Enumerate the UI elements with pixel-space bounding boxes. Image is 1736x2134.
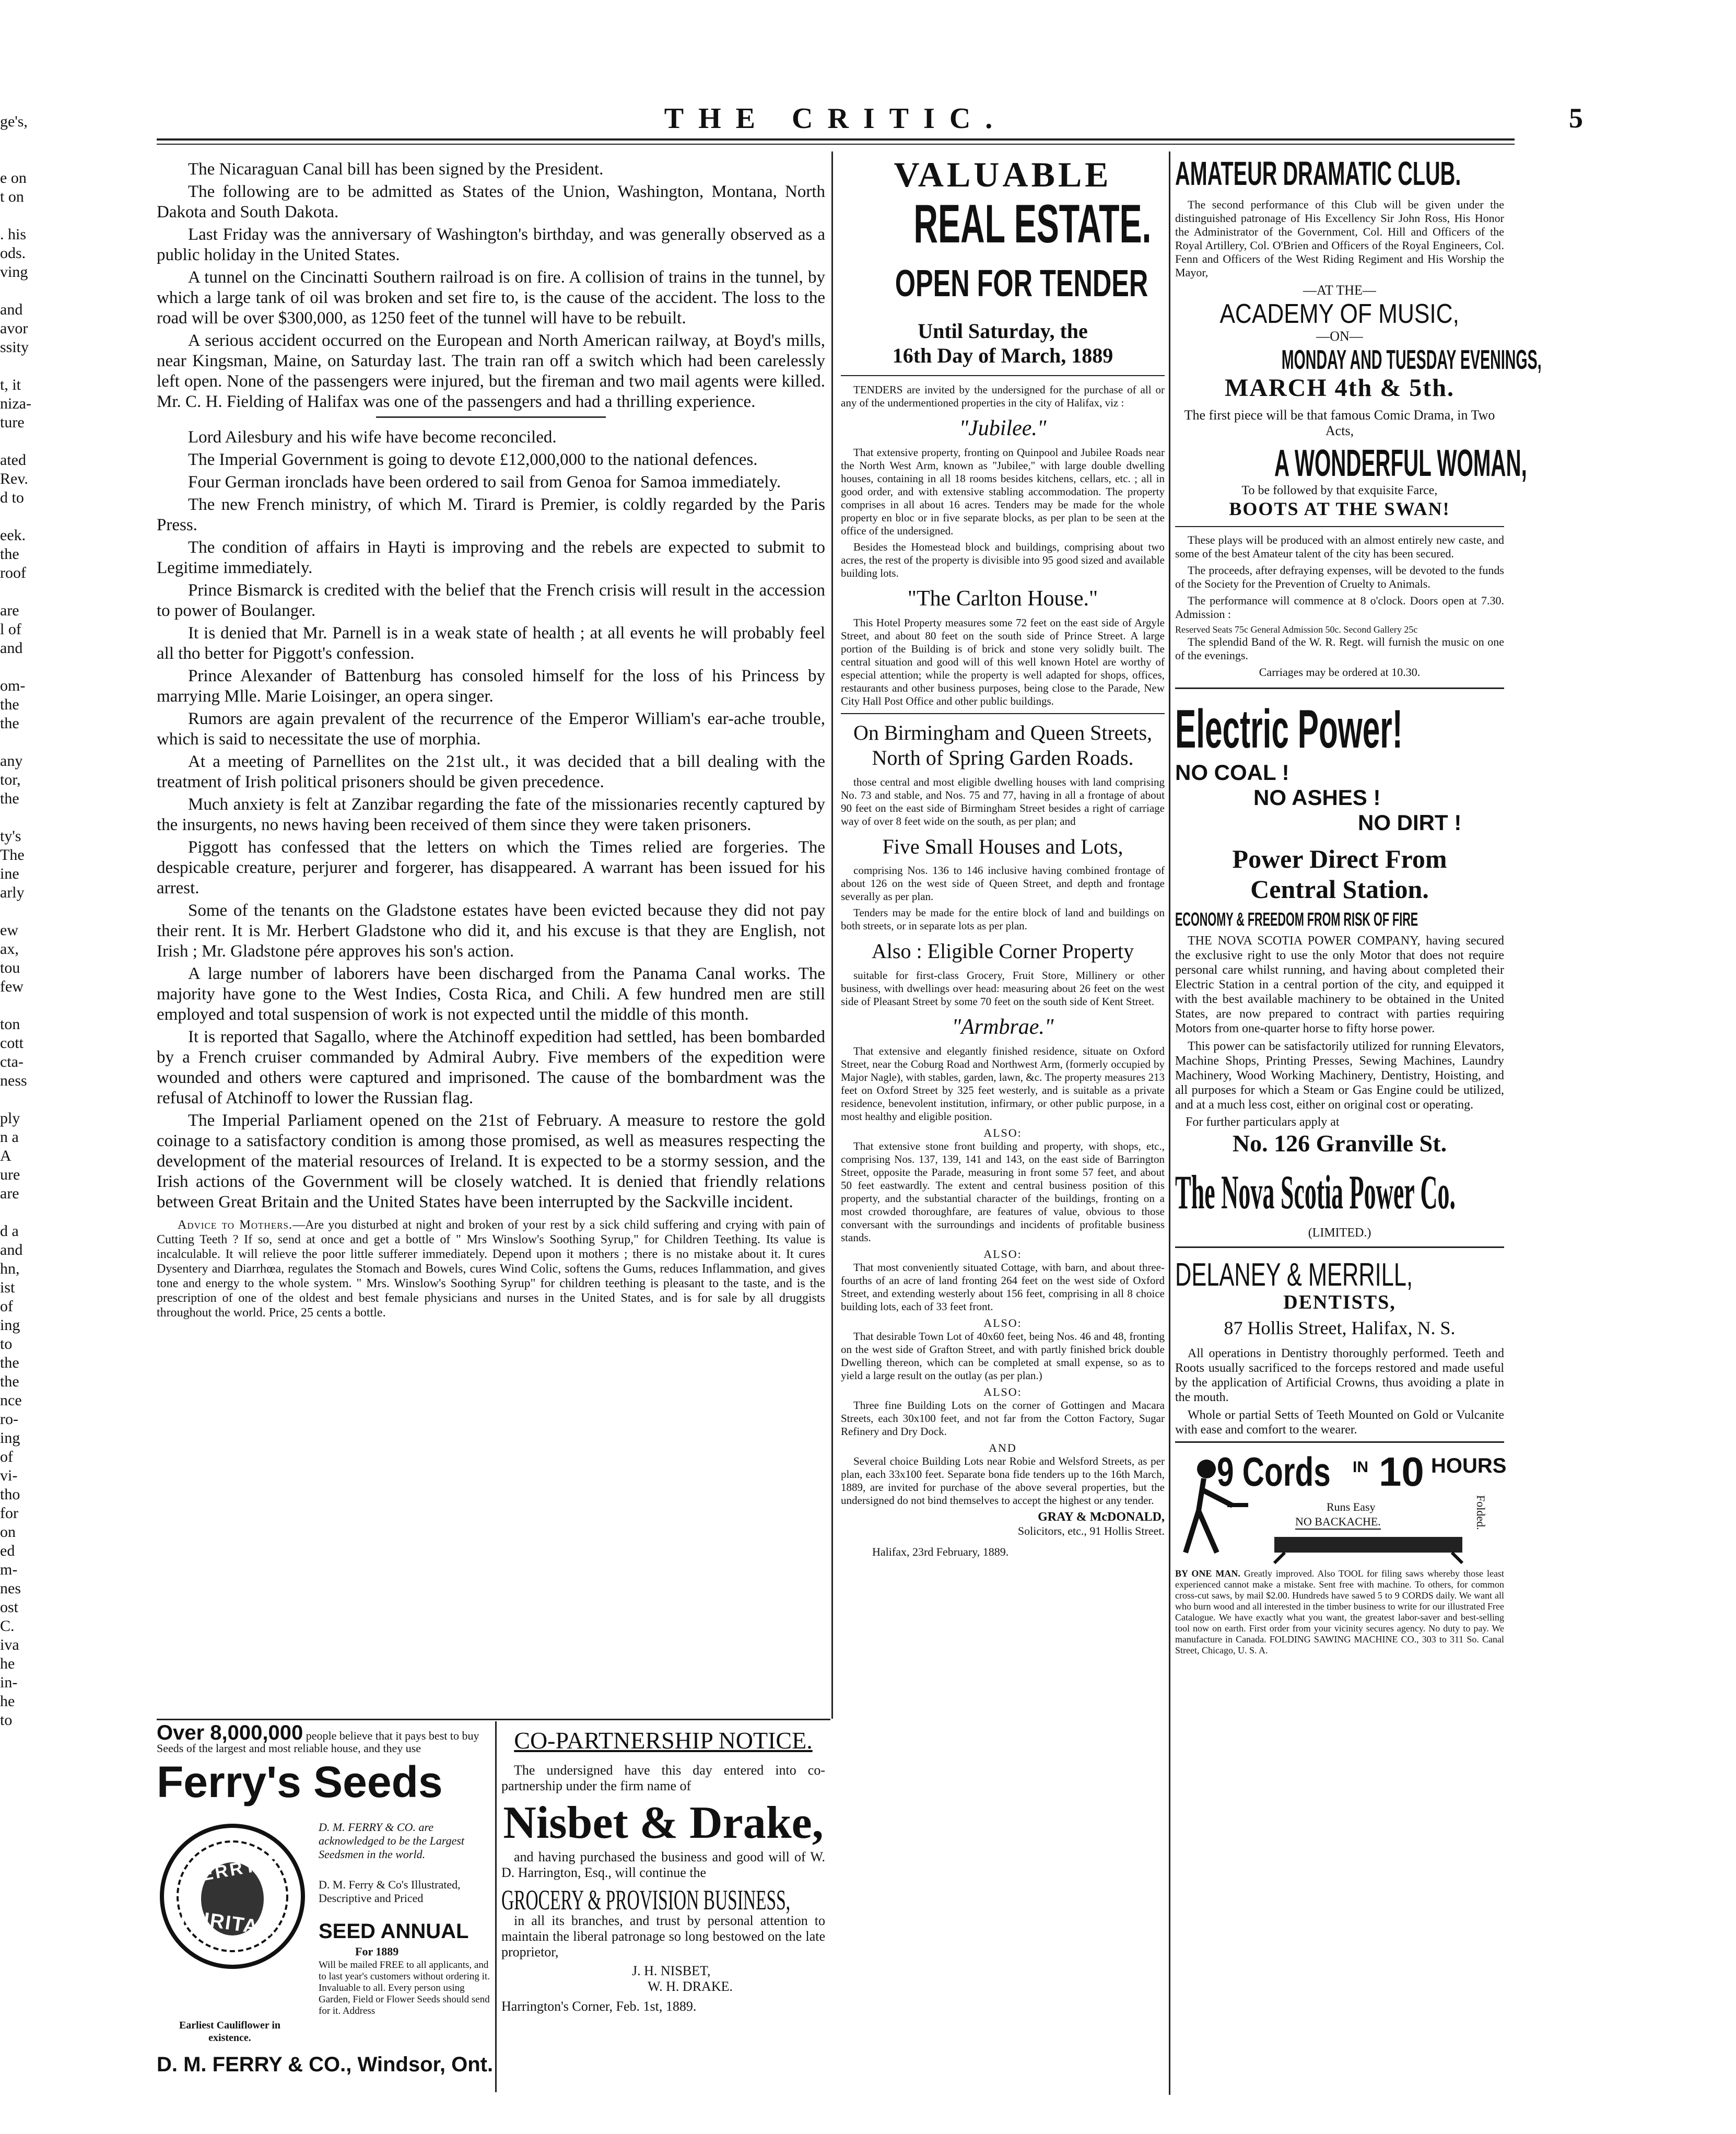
fragment-line: A	[0, 1147, 11, 1164]
fragment-line: Rev.	[0, 470, 28, 487]
masthead-rule	[157, 138, 1515, 141]
signature-nisbet: J. H. NISBET,	[632, 1963, 711, 1978]
fragment-line	[0, 282, 47, 300]
fragment-line: of	[0, 1298, 13, 1315]
copartnership-body: and having purchased the business and good will of W. D. Harrington, Esq., will continue the	[501, 1849, 825, 1880]
fragment-line	[0, 432, 47, 451]
birmingham-heading: On Birmingham and Queen Streets, North of Spring Garden Roads.	[853, 721, 1153, 769]
dramatic-club-title: AMATEUR DRAMATIC CLUB.	[1175, 155, 1461, 192]
news-paragraph: Piggott has confessed that the letters on which the Times relied are forgeries. The despicable creature, perjurer and forgerer, has disappeared. A warrant has been issued for his arrest.	[157, 838, 825, 897]
news-paragraph: It is reported that Sagallo, where the Atchinoff expedition had settled, has been bombarded by a French cruiser commanded by Admiral Aubry. Five members of the expedition were wounded and others were captured and imprisoned. The cause of the bombardment was the refusal of Atchinoff to lower the Russian flag.	[157, 1028, 825, 1107]
fragment-line: ness	[0, 1072, 27, 1089]
advice-to-mothers: Advice to Mothers.—Are you disturbed at night and broken of your rest by a sick child suffering and crying with pain of Cutting Teeth ? If so, send at once and get a bottle of " Mrs Winslow's Soothing Syrup," for Children Teething. Its value is incalculable. It will relieve the poor little sufferer immediately. Depend upon it mothers ; there is no mistake about it. It cures Dysentery and Diarrhœa, regulates the Stomach and Bowels, cures Wind Colic, softens the Gums, reduces Inflammation, and gives tone and energy to the whole system. " Mrs. Winslow's Soothing Syrup" for children teething is pleasant to the taste, and is the prescription of one of the oldest and best female physicians and nurses in the United States, and is for sale by all druggists throughout the world. Price, 25 cents a bottle.	[157, 1218, 825, 1320]
first-piece: The first piece will be that famous Comic Drama, in Two Acts,	[1184, 407, 1495, 438]
dateline: Halifax, 23rd February, 1889.	[872, 1545, 1009, 1558]
fragment-line: on	[0, 1523, 16, 1541]
cords-hours-number: 10	[1379, 1449, 1424, 1495]
news-paragraph: The following are to be admitted as States of the Union, Washington, Montana, North Dakota and South Dakota.	[157, 182, 825, 221]
fragment-line: he	[0, 1693, 15, 1710]
also-label: ALSO:	[983, 1247, 1022, 1261]
fragment-line: e on	[0, 169, 27, 186]
seed-annual: SEED ANNUAL	[319, 1920, 469, 1943]
also-label: ALSO:	[983, 1316, 1022, 1330]
dentists-name: DELANEY & MERRILL,	[1175, 1257, 1413, 1293]
fragment-line: tor,	[0, 771, 21, 788]
news-paragraph: A serious accident occurred on the European and North American railway, at Boyd's mills, near Kingsman, Maine, on Saturday last. The train ran off a switch which had been carelessly left open. None of the passengers were injured, but the fireman and two mail agents were killed. Mr. C. H. Fielding of Halifax was one of the passengers and had a thrilling experience.	[157, 331, 825, 411]
power-company: The Nova Scotia Power Co.	[1175, 1165, 1456, 1219]
fragment-line: the	[0, 696, 19, 713]
fragment-line: ing	[0, 1429, 20, 1447]
followed-by: To be followed by that exquisite Farce,	[1241, 484, 1438, 497]
evenings: MONDAY AND TUESDAY EVENINGS,	[1281, 345, 1542, 375]
news-paragraph: The Imperial Parliament opened on the 21st of February. A measure to restore the gold coinage to a satisfactory condition is among those promised, as well as measures respecting the development of the material resources of Ireland. It is expected to be a stormy session, and the Irish actions of the Government will be closely watched. It is denied that friendly relations between Great Britain and the United States have been interrupted by the Sackville incident.	[157, 1111, 825, 1211]
fragment-line: the	[0, 790, 19, 807]
fragment-line: roof	[0, 564, 26, 581]
corner-text: suitable for first-class Grocery, Fruit Store, Millinery or other business, with dwellings over head: measuring about 26 feet on the west side of Pleasant Street by some 70 feet on the south side of Kent Street.	[841, 969, 1165, 1008]
fragment-line: C.	[0, 1617, 15, 1635]
also-text-4: Three fine Building Lots on the corner of Gottingen and Macara Streets, each 30x100 feet, and not far from the Cotton Factory, Sugar Refinery and Dry Dock.	[841, 1399, 1165, 1438]
page-number: 5	[1569, 102, 1583, 134]
fragment-line: m-	[0, 1561, 18, 1578]
copartnership-notice	[501, 1727, 825, 2087]
copartnership-intro: The undersigned have this day entered into co-partnership under the firm name of	[501, 1763, 825, 1793]
news-paragraph: It is denied that Mr. Parnell is in a weak state of health ; at all events he will probably feel all tho better for Piggott's confession.	[157, 624, 825, 663]
fragment-line: to	[0, 1711, 13, 1729]
ferry-seal-icon	[157, 1821, 308, 1972]
ferry-earliest: Earliest Cauliflower in existence.	[179, 2020, 281, 2044]
five-houses-heading: Five Small Houses and Lots,	[882, 835, 1123, 858]
signature: GRAY & McDONALD,	[1038, 1510, 1165, 1524]
no-coal: NO COAL !	[1175, 760, 1289, 785]
electric-power-title: Electric Power!	[1175, 699, 1403, 760]
news-paragraph: A tunnel on the Cincinatti Southern railroad is on fire. A collision of trains in the tunnel, by which a large tank of oil was broken and set fire to, is the cause of the accident. The loss to the road will be over $300,000, as 1250 feet of the tunnel will have to be rebuilt.	[157, 268, 825, 328]
fragment-line: ure	[0, 1166, 20, 1183]
seal-text-bottom: PURITAN	[179, 1905, 276, 1941]
ferry-seeds-ad	[157, 1721, 494, 2087]
fragment-line: n a	[0, 1128, 19, 1146]
armbrae-text: That extensive and elegantly finished residence, situate on Oxford Street, near the Coburg Road and Northwest Arm, (formerly occupied by Major Nagle), with stables, garden, lawn, &c. The property measures 213 feet on Oxford Street by 325 feet westerly, and is suitable as a private residence, benevolent institution, infirmary, or other public purpose, in a most healthy and eligible position.	[841, 1045, 1165, 1123]
right-column	[1175, 154, 1542, 1659]
ferry-year: For 1889	[355, 1945, 399, 1958]
news-column	[157, 159, 825, 1322]
carriages: Carriages may be ordered at 10.30.	[1259, 666, 1421, 679]
ferry-catalog: D. M. Ferry & Co's Illustrated, Descriptive and Priced	[319, 1878, 461, 1905]
fragment-line: t, it	[0, 376, 21, 393]
electric-body-2: This power can be satisfactorily utilized for running Elevators, Machine Shops, Printing Presses, Sewing Machines, Laundry Machinery, Wood Working Machinery, Dentistry, Hoisting, and all purposes for which a Steam or Gas Engine could be utilized, and at a much less cost, either on original cost or operating.	[1175, 1040, 1504, 1112]
further-particulars: For further particulars apply at	[1186, 1115, 1340, 1129]
fragment-line: ods.	[0, 244, 26, 262]
five-houses-text: comprising Nos. 136 to 146 inclusive having combined frontage of about 126 on the west side of Queen Street, and depth and frontage severally as per plan.	[841, 864, 1165, 903]
fragment-line: ssity	[0, 339, 29, 356]
news-paragraph: Prince Bismarck is credited with the belief that the French crisis will result in the accession to power of Boulanger.	[157, 581, 825, 620]
column-divider	[1169, 151, 1170, 2095]
fragment-line: nes	[0, 1580, 21, 1597]
dramatic-intro: The second performance of this Club will be given under the distinguished patronage of His Excellency Sir John Ross, His Honor the Administrator of the Government, Col. Hill and Officers of the Royal Artillery, Col. O'Brien and Officers of the Royal Engineers, Col. Fenn and Officers of the West Riding Regiment and His Worship the Mayor,	[1175, 198, 1504, 279]
copartnership-body-2: in all its branches, and trust by personal attention to maintain the liberal patronage so long bestowed on the late proprietor,	[501, 1913, 825, 1960]
fragment-line: the	[0, 545, 19, 563]
fragment-line: ply	[0, 1110, 20, 1127]
news-paragraph: Prince Alexander of Battenburg has consoled himself for the loss of his Princess by marrying Mlle. Marie Loisinger, an opera singer.	[157, 667, 825, 706]
ferry-title: Ferry's Seeds	[157, 1757, 443, 1806]
fragment-line	[0, 808, 47, 827]
until-date: 16th Day of March, 1889	[892, 344, 1113, 367]
news-paragraph: A large number of laborers have been discharged from the Panama Canal works. The majority have gone to the West Indies, Costa Rica, and Chili. A few hundred men are still employed and total suspension of work is not expected until the middle of this month.	[157, 964, 825, 1024]
real-estate-ad	[841, 154, 1165, 1559]
fragment-line: ton	[0, 1016, 20, 1033]
also-text-2: That most conveniently situated Cottage, with barn, and about three-fourths of an acre of land fronting 264 feet on the west side of Oxford Street, and extending westerly about 156 feet, comprising in all 8 choice building lots, each of 33 feet front.	[841, 1261, 1165, 1313]
fragment-line: ving	[0, 263, 28, 281]
fragment-line: to	[0, 1335, 13, 1352]
news-paragraph: The Imperial Government is going to devote £12,000,000 to the national defences.	[188, 450, 758, 469]
cords-in: IN	[1353, 1459, 1368, 1476]
ferry-mailed: Will be mailed FREE to all applicants, and to last year's customers without ordering it. Invaluable to all. Every person using Garden, Field or Flower Seeds should send for it. Address	[319, 1960, 490, 2016]
dramatic-times: The performance will commence at 8 o'clock. Doors open at 7.30. Admission :	[1175, 594, 1504, 621]
ferry-believe: people believe that it pays best to buy Seeds of the largest and most reliable house, and they use	[157, 1729, 479, 1755]
carlton-heading: "The Carlton House."	[907, 587, 1098, 611]
fragment-line: The	[0, 846, 25, 864]
fragment-line: d to	[0, 489, 24, 506]
venue: ACADEMY OF MUSIC,	[1219, 299, 1460, 329]
fragment-line	[0, 131, 47, 150]
fragment-line: arly	[0, 884, 25, 901]
ferry-body: D. M. FERRY & CO. are acknowledged to be the Largest Seedsmen in the world.	[319, 1821, 465, 1861]
tender-intro: TENDERS are invited by the undersigned for the purchase of all or any of the undermentioned properties in the city of Halifax, viz :	[841, 383, 1165, 409]
fragment-line: are	[0, 1185, 19, 1202]
news-paragraph: The condition of affairs in Hayti is improving and the rebels are expected to submit to Legitime immediately.	[157, 538, 825, 577]
sawyer-illustration	[1175, 1453, 1248, 1558]
runs-easy: Runs Easy	[1327, 1500, 1376, 1513]
fragment-line: ated	[0, 451, 26, 469]
dentists-address: 87 Hollis Street, Halifax, N. S.	[1224, 1317, 1456, 1338]
fragment-line: any	[0, 752, 23, 769]
copartnership-title: CO-PARTNERSHIP NOTICE.	[514, 1727, 813, 1754]
fragment-line: the	[0, 1354, 19, 1371]
dramatic-proceeds: The proceeds, after defraying expenses, will be devoted to the funds of the Society for the Prevention of Cruelty to Animals.	[1175, 564, 1504, 590]
fragment-line	[0, 1090, 47, 1109]
limited: (LIMITED.)	[1308, 1226, 1371, 1240]
and-text: Several choice Building Lots near Robie and Welsford Streets, as per plan, each 33x100 feet. Separate bona fide tenders up to the 16th March, 1889, are invited for purchase of the above several properties, but the undersigned do not bind themselves to accept the highest or any tender.	[841, 1455, 1165, 1507]
central-station: Central Station.	[1250, 874, 1429, 904]
fragment-line: t on	[0, 188, 24, 205]
sawing-machine-illustration	[1264, 1526, 1483, 1563]
news-paragraph: Rumors are again prevalent of the recurrence of the Emperor William's ear-ache trouble, which is said to necessitate the use of morphia.	[157, 709, 825, 749]
on-label: —ON—	[1316, 329, 1363, 344]
news-paragraph: The new French ministry, of which M. Tirard is Premier, is coldly regarded by the Paris Press.	[157, 495, 825, 534]
ad-title: VALUABLE	[894, 155, 1112, 194]
power-direct: Power Direct From	[1232, 844, 1447, 873]
performance-dates: MARCH 4th & 5th.	[1225, 374, 1455, 402]
signature-drake: W. H. DRAKE.	[648, 1979, 733, 1994]
economy-line: ECONOMY & FREEDOM FROM RISK OF FIRE	[1175, 908, 1418, 930]
no-dirt: NO DIRT !	[1358, 810, 1462, 835]
farce-title: BOOTS AT THE SWAN!	[1229, 498, 1450, 519]
masthead-rule-thin	[157, 144, 1515, 145]
ad-headline: REAL ESTATE.	[913, 194, 1152, 254]
fragment-line: he	[0, 1655, 15, 1672]
fragment-line: ost	[0, 1599, 19, 1616]
news-paragraph: Last Friday was the anniversary of Washington's birthday, and was generally observed as a public holiday in the United States.	[157, 225, 825, 264]
copartnership-dateline: Harrington's Corner, Feb. 1st, 1889.	[501, 1999, 697, 2014]
signature-address: Solicitors, etc., 91 Hollis Street.	[1017, 1524, 1165, 1537]
masthead-title: THE CRITIC.	[664, 102, 1007, 135]
fragment-line: ew	[0, 922, 18, 939]
corner-heading: Also : Eligible Corner Property	[871, 939, 1134, 963]
dentists-body-2: Whole or partial Setts of Teeth Mounted on Gold or Vulcanite with ease and comfort to the wearer.	[1175, 1408, 1504, 1437]
also-text-3: That desirable Town Lot of 40x60 feet, being Nos. 46 and 48, fronting on the west side of Grafton Street, and with partly finished brick double Dwelling thereon, which can be completed at small expense, so as to yield a large result on the outlay (as per plan.)	[841, 1330, 1165, 1382]
five-houses-text-2: Tenders may be made for the entire block of land and buildings on both streets, or in separate lots as per plan.	[841, 906, 1165, 932]
adjacent-page-fragments	[0, 112, 47, 1730]
fragment-line: the	[0, 1373, 19, 1390]
seal-text-top: FERRY'S	[186, 1852, 279, 1887]
fragment-line	[0, 150, 47, 169]
fragment-line: vi-	[0, 1467, 18, 1484]
fragment-line: om-	[0, 677, 26, 694]
fragment-line: are	[0, 602, 19, 619]
fragment-line	[0, 996, 47, 1015]
fragment-line: ist	[0, 1279, 15, 1296]
fragment-line: and	[0, 1241, 23, 1258]
jubilee-text-2: Besides the Homestead block and buildings, comprising about two acres, the rest of the property is divisible into 95 good sized and available building lots.	[841, 541, 1165, 579]
fragment-line: niza-	[0, 395, 31, 412]
fragment-line: ty's	[0, 827, 21, 845]
play-title: A WONDERFUL WOMAN,	[1274, 442, 1527, 484]
fragment-line: ing	[0, 1316, 20, 1334]
also-label: ALSO:	[983, 1126, 1022, 1139]
until-line: Until Saturday, the	[918, 319, 1088, 343]
fragment-line	[0, 733, 47, 752]
power-address: No. 126 Granville St.	[1232, 1130, 1447, 1157]
no-backache: NO BACKACHE.	[1295, 1515, 1381, 1530]
fragment-line: hn,	[0, 1260, 20, 1277]
column-divider	[831, 151, 833, 1719]
at-the: —AT THE—	[1303, 283, 1376, 298]
fragment-line	[0, 902, 47, 921]
fragment-line: iva	[0, 1636, 19, 1653]
fragment-line: in-	[0, 1674, 18, 1691]
and-label: AND	[989, 1441, 1017, 1454]
fragment-line	[0, 507, 47, 526]
fragment-line: of	[0, 1448, 13, 1465]
fragment-line: nce	[0, 1392, 22, 1409]
news-divider	[376, 416, 606, 418]
jubilee-heading: "Jubilee."	[959, 416, 1047, 440]
jubilee-text: That extensive property, fronting on Quinpool and Jubilee Roads near the North West Arm, known as "Jubilee," with large double dwelling houses, containing in all 18 rooms besides kitchens, cellars, etc. ; all in good order, and with extensive stabling accommodation. The property comprises in all about 16 acres. Tenders may be made for the whole property en bloc or in five separate blocks, as per plan to be seen at the office of the undersigned.	[841, 446, 1165, 537]
fragment-line	[0, 206, 47, 225]
armbrae-heading: "Armbrae."	[952, 1015, 1054, 1039]
cords-ad	[1175, 1448, 1507, 1568]
fragment-line: . his	[0, 226, 27, 243]
fragment-line: for	[0, 1505, 18, 1522]
fragment-line	[0, 658, 47, 677]
carlton-text: This Hotel Property measures some 72 feet on the east side of Argyle Street, and about 80 feet on the south side of Prince Street. A large portion of the Building is of brick and stone very solidly built. The central situation and good will of this well known Hotel are worthy of especial attention; while the property is well adapted for shops, offices, restaurants and other business purposes, being close to the Parade, New City Hall Post Office and other public buildings.	[841, 616, 1165, 707]
dramatic-body: These plays will be produced with an almost entirely new caste, and some of the best Amateur talent of the city has been secured.	[1175, 533, 1504, 560]
birmingham-text: those central and most eligible dwelling houses with land comprising No. 73 and stable, and Nos. 75 and 77, having in all a frontage of about 90 feet on the east side of Birmingham Street besides a right of carriage way of over 8 feet wide on the south, as per plan; and	[841, 776, 1165, 827]
fragment-line: the	[0, 715, 19, 732]
news-paragraph: Much anxiety is felt at Zanzibar regarding the fate of the missionaries recently captured by the insurgents, no news having been received of them since they were taken prisoners.	[157, 795, 825, 834]
fragment-line: eek.	[0, 527, 26, 544]
business-name: GROCERY & PROVISION BUSINESS,	[501, 1884, 791, 1916]
fragment-line: avor	[0, 320, 28, 337]
fragment-line: cta-	[0, 1053, 24, 1070]
cords-body: BY ONE MAN. Greatly improved. Also TOOL for filing saws whereby those least experienced cannot make a mistake. Sent free with machine. To others, for common cross-cut saws, by mail $2.00. Hundreds have sawed 5 to 9 CORDS daily. We want all who burn wood and all interested in the timber business to write for our illustrated Free Catalogue. We have exactly what you want, the greatest labor-saver and best-selling tool now on earth. First order from your vicinity secures agency. No duty to pay. We manufacture in Canada. FOLDING SAWING MACHINE CO., 303 to 311 So. Canal Street, Chicago, U. S. A.	[1175, 1568, 1504, 1655]
fragment-line: few	[0, 978, 24, 995]
fragment-line	[0, 1203, 47, 1222]
fragment-line: tho	[0, 1486, 20, 1503]
cords-hours: HOURS	[1431, 1454, 1507, 1477]
dentists-body: All operations in Dentistry thoroughly performed. Teeth and Roots usually sacrificed to the forceps restored and made useful by the application of Artificial Crowns, thus avoiding a plate in the mouth.	[1175, 1347, 1504, 1404]
news-paragraph: Lord Ailesbury and his wife have become reconciled.	[188, 428, 557, 447]
also-label: ALSO:	[983, 1385, 1022, 1398]
fragment-line: d a	[0, 1222, 19, 1240]
fragment-line: ax,	[0, 940, 19, 958]
news-paragraph: At a meeting of Parnellites on the 21st ult., it was decided that a bill dealing with the treatment of Irish political prisoners should be given precedence.	[157, 752, 825, 791]
ferry-footer: D. M. FERRY & CO., Windsor, Ont.	[157, 2053, 494, 2076]
fragment-line: ine	[0, 865, 19, 882]
dentists-title: DENTISTS,	[1283, 1291, 1396, 1313]
firm-name: Nisbet & Drake,	[503, 1798, 824, 1848]
fragment-line	[0, 357, 47, 376]
electric-body: THE NOVA SCOTIA POWER COMPANY, having secured the exclusive right to use the only Motor that does not require personal care whilst running, and having about completed their Electric Station in a central portion of the city, and equipped it with the best available machinery to be obtained in the United States, are now prepared to contract with parties requiring Motors from one-quarter horse to fifty horse power.	[1175, 934, 1504, 1035]
cords-number: 9 Cords	[1217, 1449, 1331, 1495]
ticket-prices: Reserved Seats 75c General Admission 50c. Second Gallery 25c	[1175, 624, 1418, 635]
folded-label: Folded.	[1474, 1495, 1487, 1530]
news-paragraph: Four German ironclads have been ordered to sail from Genoa for Samoa immediately.	[188, 473, 781, 492]
no-ashes: NO ASHES !	[1253, 785, 1381, 810]
fragment-line: ed	[0, 1542, 15, 1559]
fragment-line: and	[0, 301, 23, 318]
fragment-line: l of	[0, 621, 21, 638]
fragment-line: cott	[0, 1034, 24, 1052]
fragment-line	[0, 582, 47, 601]
news-paragraph: The Nicaraguan Canal bill has been signed by the President.	[188, 160, 604, 179]
also-text-1: That extensive stone front building and property, with shops, etc., comprising Nos. 137, 139, 141 and 143, on the east side of Barrington Street, opposite the Parade, measuring in front some 57 feet, and about 50 feet eastwardly. The extent and central business position of this property, and the substantial character of the buildings, fronting on a most crowded thoroughfare, are features of value, obvious to those conversant with the surroundings and incidents of profitable business stands.	[841, 1140, 1165, 1244]
tender-heading: OPEN FOR TENDER	[895, 263, 1148, 305]
ferry-over: Over 8,000,000	[157, 1721, 303, 1744]
dramatic-band: The splendid Band of the W. R. Regt. will furnish the music on one of the evenings.	[1175, 635, 1504, 662]
fragment-line: tou	[0, 959, 20, 976]
fragment-line: and	[0, 639, 23, 657]
news-paragraph: Some of the tenants on the Gladstone estates have been evicted because they did not pay their rent. It is Mr. Herbert Gladstone who did it, and his excuse is that they are English, not Irish ; Mr. Gladstone pére approves his son's action.	[157, 901, 825, 961]
fragment-line: ture	[0, 414, 25, 431]
fragment-line: ro-	[0, 1410, 18, 1428]
fragment-line: ge's,	[0, 113, 28, 130]
